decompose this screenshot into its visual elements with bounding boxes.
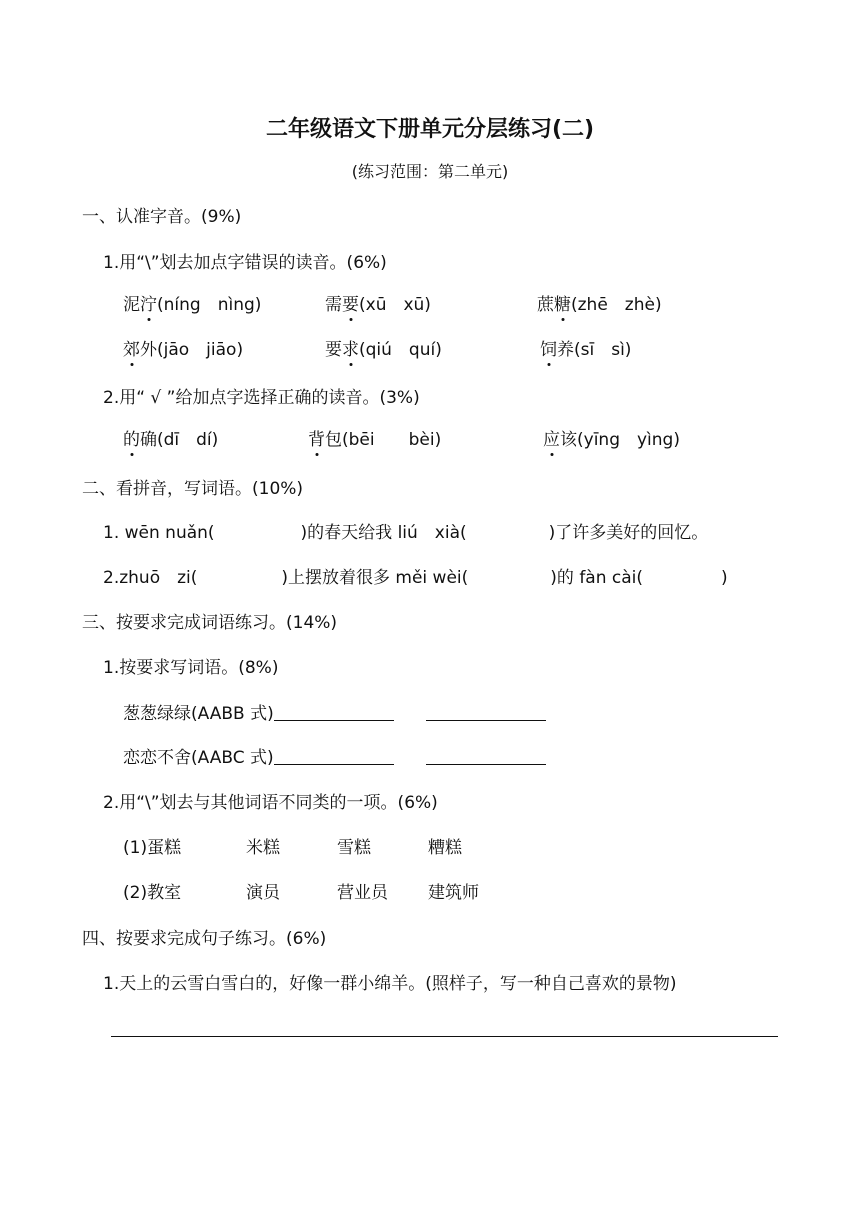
word-option: 糟糕 [428,838,462,858]
s1-question-2: 2.用“ √ ”给加点字选择正确的读音。(3%) [103,388,420,408]
section-1-heading: 一、认准字音。(9%) [82,207,242,227]
word-option: 建筑师 [428,883,479,903]
s4-question-1: 1.天上的云雪白雪白的，好像一群小绵羊。(照样子，写一种自己喜欢的景物) [103,974,677,994]
word-task-aabc: 恋恋不舍(AABC 式) [123,746,546,770]
section-3-heading: 三、按要求完成词语练习。(14%) [82,613,338,633]
word-option: 演员 [246,883,280,903]
section-4-heading: 四、按要求完成句子练习。(6%) [82,929,327,949]
s1-question-1: 1.用“\”划去加点字错误的读音。(6%) [103,253,387,273]
word-option: 雪糕 [337,838,371,858]
pinyin-item: 饲养(sī sì) [540,340,632,360]
page-title: 二年级语文下册单元分层练习(二) [265,117,595,142]
word-option: 米糕 [246,838,280,858]
s3-question-1: 1.按要求写词语。(8%) [103,658,279,678]
pinyin-item: 蔗糖(zhē zhè) [537,295,662,315]
s2-line-2: 2.zhuō zi( )上摆放着很多 měi wèi( )的 fàn cài( ) [103,568,728,588]
word-task-aabb: 葱葱绿绿(AABB 式) [123,702,546,726]
s2-line-1: 1. wēn nuǎn( )的春天给我 liú xià( )了许多美好的回忆。 [103,523,709,543]
word-option: (1)蛋糕 [123,838,182,858]
word-option: (2)教室 [123,883,182,903]
answer-line[interactable] [111,1036,778,1037]
pinyin-item: 应该(yīng yìng) [543,430,680,450]
pinyin-item: 要求(qiú quí) [325,340,442,360]
pinyin-item: 泥泞(níng nìng) [123,295,262,315]
pinyin-item: 需要(xū xū) [325,295,431,315]
pinyin-item: 郊外(jāo jiāo) [123,340,244,360]
s3-question-2: 2.用“\”划去与其他词语不同类的一项。(6%) [103,793,438,813]
word-option: 营业员 [337,883,388,903]
pinyin-item: 的确(dī dí) [123,430,219,450]
section-2-heading: 二、看拼音，写词语。(10%) [82,479,304,499]
pinyin-item: 背包(bēi bèi) [308,430,442,450]
page-subtitle: (练习范围：第二单元) [351,162,509,181]
